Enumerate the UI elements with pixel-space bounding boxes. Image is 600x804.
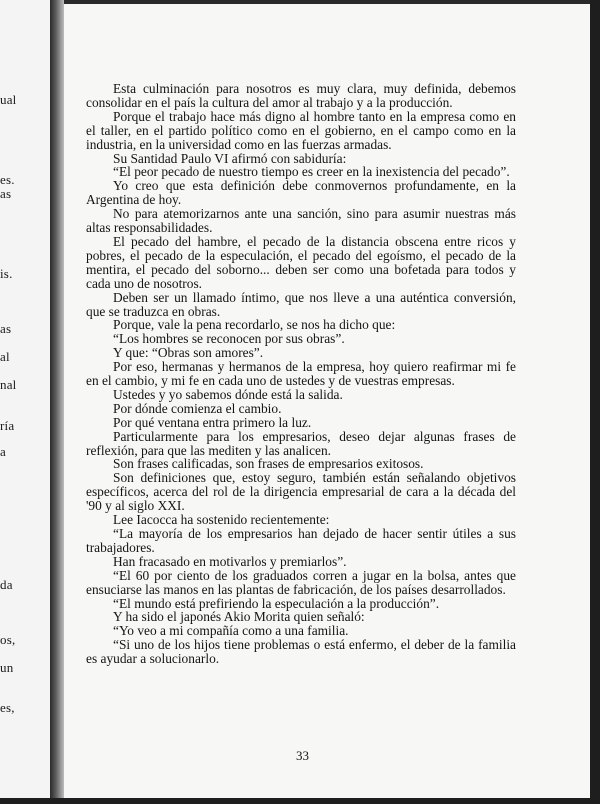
left-fragment: is. (0, 266, 13, 281)
left-fragment: es. (0, 172, 15, 187)
paragraph: “Los hombres se reconocen por sus obras”. (113, 331, 345, 347)
paragraph: Lee Iacocca ha sostenido recientemente: (113, 512, 330, 528)
paragraph: Y ha sido el japonés Akio Morita quien señaló: (113, 609, 365, 625)
left-fragment: os, (0, 632, 16, 647)
left-fragment: da (0, 577, 13, 592)
right-page (64, 4, 590, 798)
paragraph: Porque, vale la pena recordarlo, se nos ha dicho que: (113, 317, 396, 333)
paragraph: Por dónde comienza el cambio. (113, 400, 282, 416)
page-number: 33 (296, 748, 309, 763)
paragraph: “Yo veo a mi compañía como a una familia. (113, 623, 349, 639)
paragraph: Son frases calificadas, son frases de empresarios exitosos. (113, 456, 424, 472)
left-page-edge (0, 0, 51, 804)
left-fragment: a (0, 444, 6, 459)
paragraph: Deben ser un llamado íntimo, que nos lleve a una auténtica conversión, que se traduzca en obras. (86, 289, 516, 319)
scan-bottom-border (0, 798, 600, 804)
paragraph: Porque el trabajo hace más digno al hombre tanto en la empresa como en el taller, en el partido político como en el gobierno, en el campo como en la industria, en la universidad como en las fuerzas armadas. (86, 108, 516, 152)
paragraph: Particularmente para los empresarios, deseo dejar algunas frases de reflexión, para que las mediten y las analicen. (86, 428, 516, 458)
paragraph: Esta culminación para nosotros es muy clara, muy definida, debemos consolidar en el país la cultura del amor al trabajo y a la producción. (86, 81, 516, 110)
paragraph: Yo creo que esta definición debe conmovernos profundamente, en la Argentina de hoy. (86, 178, 516, 208)
scan-right-border (590, 0, 600, 804)
paragraph: Son definiciones que, estoy seguro, también están señalando objetivos específicos, acerca del rol de la dirigencia empresarial de cara a la década del '90 y al siglo XXI. (86, 470, 516, 514)
paragraph: Por eso, hermanas y hermanos de la empresa, hoy quiero reafirmar mi fe en el cambio, y mi fe en cada uno de ustedes y de vuestras empresas. (86, 359, 516, 389)
paragraph: El pecado del hambre, el pecado de la distancia obscena entre ricos y pobres, el pecado de la especulación, el pecado del egoísmo, el pecado de la mentira, el pecado del soborno... deben ser como una bofetada para todos y cada uno de nosotros. (86, 233, 516, 291)
left-fragment: un (0, 660, 14, 675)
paragraph: “El peor pecado de nuestro tiempo es creer en la inexistencia del pecado”. (113, 164, 510, 180)
left-fragment: al (0, 349, 10, 364)
paragraph: “El 60 por ciento de los graduados corren a jugar en la bolsa, antes que ensuciarse las manos en las plantas de fabricación, de los países desarrollados. (86, 567, 516, 597)
left-fragment: as (0, 321, 12, 336)
paragraph: Y que: “Obras son amores”. (113, 345, 264, 361)
left-fragment: nal (0, 377, 17, 392)
left-fragment: ría (0, 418, 15, 433)
page-body (86, 82, 516, 666)
left-fragment: as (0, 186, 12, 201)
paragraph: Por qué ventana entra primero la luz. (113, 414, 312, 430)
paragraph: Han fracasado en motivarlos y premiarlos”. (113, 553, 347, 569)
paragraph: Ustedes y yo sabemos dónde está la salida. (113, 386, 343, 402)
paragraph: No para atemorizarnos ante una sanción, sino para asumir nuestras más altas responsabilidades. (86, 206, 516, 236)
paragraph: “El mundo está prefiriendo la especulación a la producción”. (113, 595, 440, 611)
book-gutter (50, 0, 64, 804)
paragraph: Su Santidad Paulo VI afirmó con sabiduría: (113, 150, 347, 166)
paragraph: “La mayoría de los empresarios han dejado de hacer sentir útiles a sus trabajadores. (86, 526, 516, 555)
paragraph: “Si uno de los hijos tiene problemas o está enfermo, el deber de la familia es ayudar a solucionarlo. (86, 637, 516, 667)
left-fragment: ual (0, 92, 17, 107)
left-fragment: es, (0, 700, 15, 715)
